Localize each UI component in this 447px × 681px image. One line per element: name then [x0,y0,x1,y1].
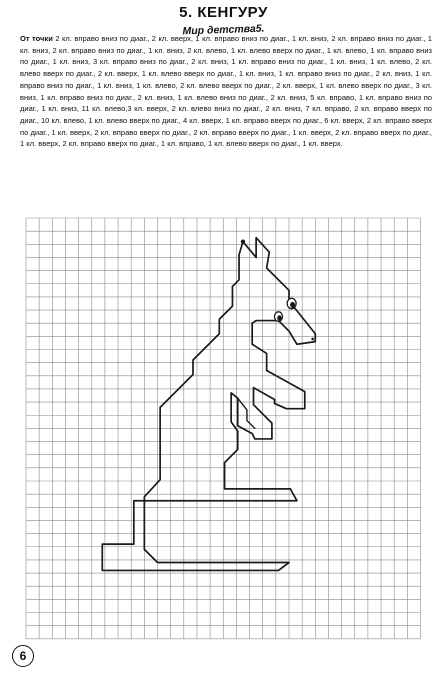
right-pupil [290,302,295,308]
instructions-text: 2 кл. вправо вниз по диаг., 2 кл. вверх, 1 кл. вправо вниз по диаг., 1 кл. вниз, 2 кл. вправо вниз по диаг., 1 кл. вниз, 2 кл. вправо вниз по диаг., 1 кл. вниз, 2 кл. влево, 1 кл. влево вверх по диаг., 1 кл. влево, 1 кл. вправо вниз по диаг., 1 кл. вниз, 3 кл. вправо вниз по диаг., 2 кл. вниз, 1 кл. вправо вниз по диаг., 1 кл. вниз, 1 кл. влево, 2 кл. влево вверх по диаг., 2 кл. вверх, 1 кл. влево вверх по диаг., 1 кл. вниз, 1 кл. вправо вниз по диаг., 2 кл. вниз, 1 кл. вправо вниз по диаг., 1 кл. вниз, 1 кл. влево, 2 кл. влево вверх по диаг., 2 кл. вверх, 1 кл. влево вверх по диаг., 3 кл. вниз, 1 кл. вправо вниз по диаг., 2 кл. вниз, 1 кл. влево вниз по диаг., 2 кл. вниз, 5 кл. вправо, 1 кл. вправо вниз по диаг., 1 кл. вниз, 11 кл. влево,3 кл. вверх, 2 кл. влево вниз по диаг., 2 кл. вниз, 7 кл. вправо, 2 кл. вправо вверх по диаг., 10 кл. влево, 1 кл. влево вверх по диаг., 4 кл. вверх, 1 кл. вправо вверх по диаг., 6 кл. вверх, 2 кл. вправо вверх по диаг., 1 кл. вверх, 2 кл. вправо вверх по диаг., 2 кл. вправо вверх по диаг., 1 кл. вверх, 2 кл. вправо вверх по диаг., 1 кл. вверх, 2 кл. вправо вверх по диаг., 1 кл. вправо, 1 кл. влево вверх по диаг., 1 кл. вверх. [20,34,432,149]
kangaroo-arm-line [238,398,255,428]
left-pupil [277,315,281,321]
grid-paper [26,218,421,639]
instructions-lead: От точки [20,34,53,43]
page-subtitle: Мир детства5. [182,22,265,38]
page-title: 5. КЕНГУРУ [179,4,268,21]
start-point [241,239,245,243]
page-number: 6 [12,645,34,667]
nose [311,338,314,341]
